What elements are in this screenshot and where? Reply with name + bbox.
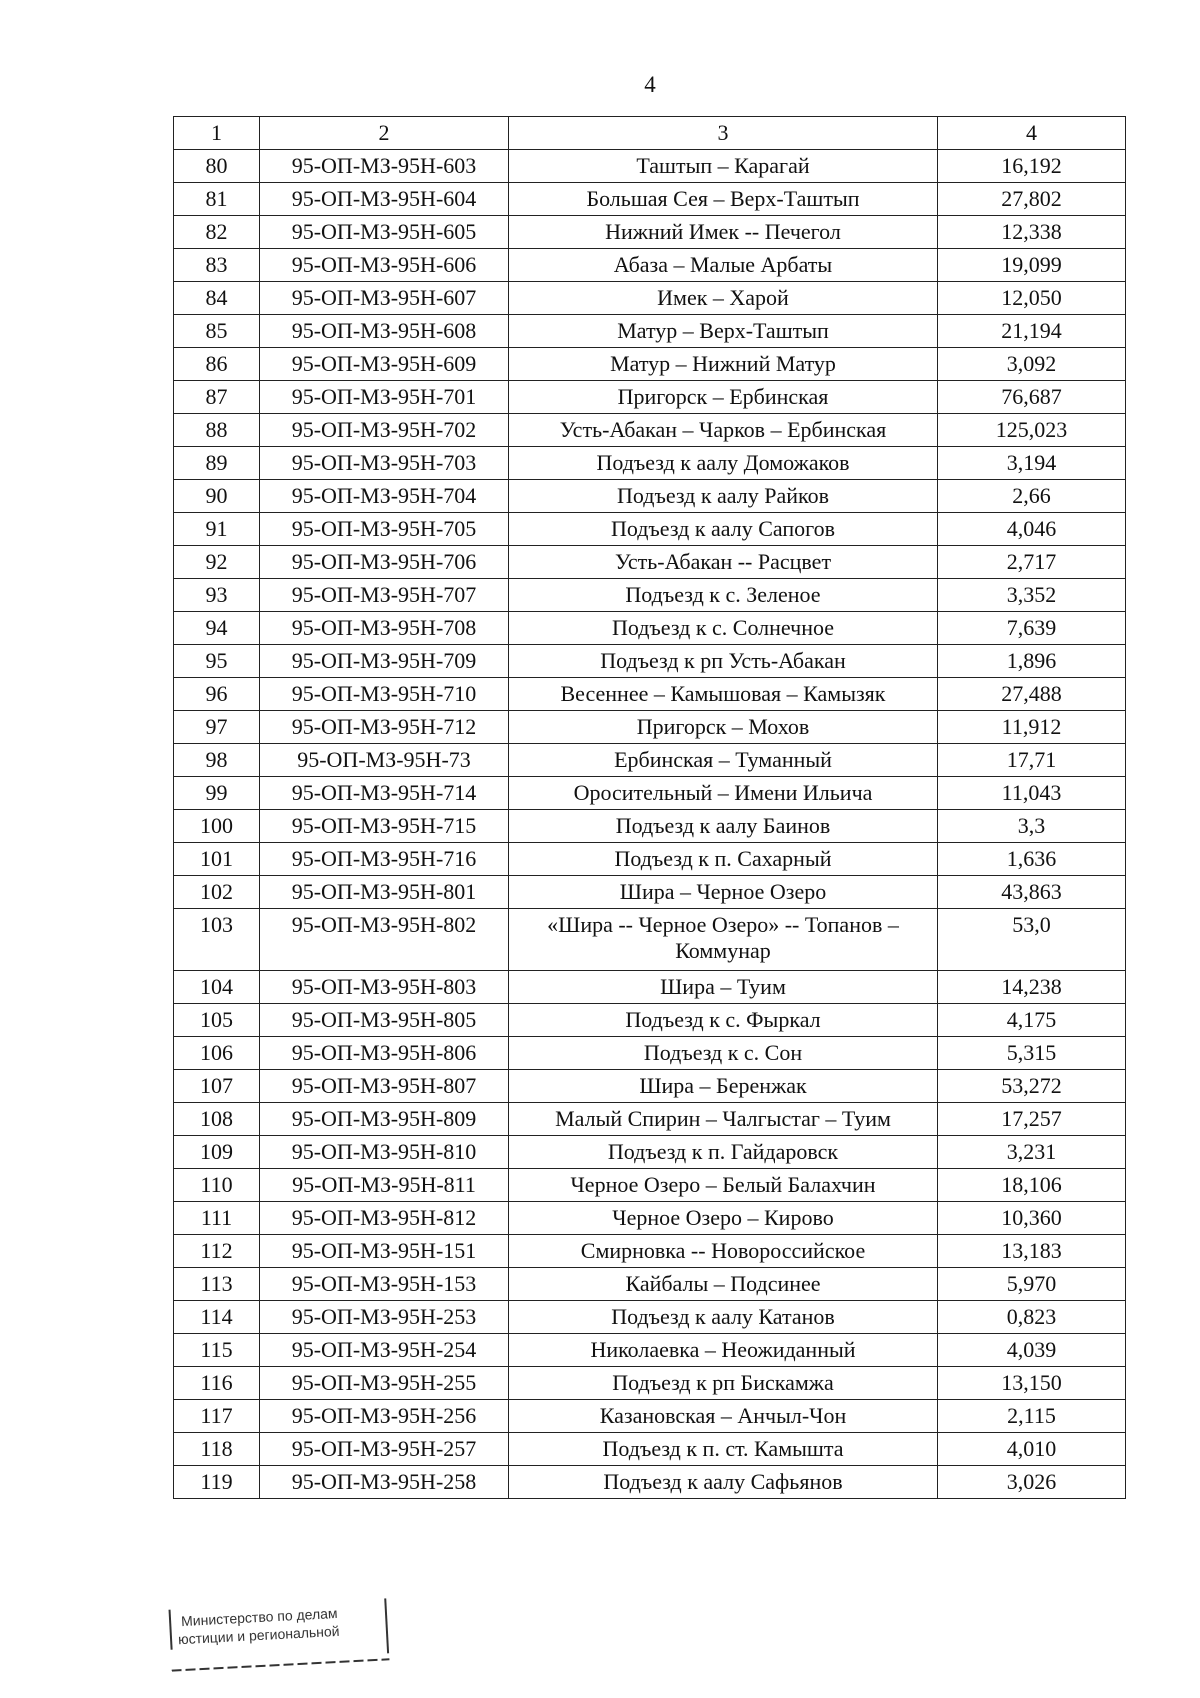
row-number-cell: 81 <box>174 183 260 216</box>
road-length-cell: 3,352 <box>938 579 1126 612</box>
row-number-cell: 86 <box>174 348 260 381</box>
road-length-cell: 7,639 <box>938 612 1126 645</box>
road-length-cell: 4,046 <box>938 513 1126 546</box>
road-length-cell: 11,043 <box>938 777 1126 810</box>
road-code-cell: 95-ОП-МЗ-95Н-256 <box>260 1400 509 1433</box>
road-length-cell: 27,802 <box>938 183 1126 216</box>
row-number-cell: 94 <box>174 612 260 645</box>
road-name-cell: Казановская – Анчыл-Чон <box>509 1400 938 1433</box>
stamp-border-left <box>169 1610 173 1650</box>
row-number-cell: 102 <box>174 876 260 909</box>
header-col-2: 2 <box>260 117 509 150</box>
road-code-cell: 95-ОП-МЗ-95Н-604 <box>260 183 509 216</box>
road-code-cell: 95-ОП-МЗ-95Н-714 <box>260 777 509 810</box>
road-code-cell: 95-ОП-МЗ-95Н-606 <box>260 249 509 282</box>
road-length-cell: 2,717 <box>938 546 1126 579</box>
road-length-cell: 18,106 <box>938 1169 1126 1202</box>
road-name-cell: Подъезд к аалу Баинов <box>509 810 938 843</box>
road-code-cell: 95-ОП-МЗ-95Н-811 <box>260 1169 509 1202</box>
row-number-cell: 98 <box>174 744 260 777</box>
table-row <box>174 909 1126 971</box>
table-row <box>174 513 1126 546</box>
road-name-cell: Малый Спирин – Чалгыстаг – Туим <box>509 1103 938 1136</box>
stamp-border-right <box>384 1598 389 1653</box>
road-length-cell: 10,360 <box>938 1202 1126 1235</box>
road-name-cell: Подъезд к аалу Сафьянов <box>509 1466 938 1499</box>
road-name-cell: Подъезд к п. Сахарный <box>509 843 938 876</box>
row-number-cell: 104 <box>174 971 260 1004</box>
row-number-cell: 113 <box>174 1268 260 1301</box>
roads-table <box>173 116 1126 1499</box>
road-code-cell: 95-ОП-МЗ-95Н-707 <box>260 579 509 612</box>
road-code-cell: 95-ОП-МЗ-95Н-807 <box>260 1070 509 1103</box>
row-number-cell: 110 <box>174 1169 260 1202</box>
table-row <box>174 1202 1126 1235</box>
road-length-cell: 17,257 <box>938 1103 1126 1136</box>
road-code-cell: 95-ОП-МЗ-95Н-258 <box>260 1466 509 1499</box>
table-body <box>174 150 1126 1499</box>
road-name-cell: Большая Сея – Верх-Таштып <box>509 183 938 216</box>
table-row <box>174 183 1126 216</box>
table-row <box>174 282 1126 315</box>
row-number-cell: 119 <box>174 1466 260 1499</box>
road-code-cell: 95-ОП-МЗ-95Н-812 <box>260 1202 509 1235</box>
road-name-cell: Шира – Беренжак <box>509 1070 938 1103</box>
road-name-cell: Николаевка – Неожиданный <box>509 1334 938 1367</box>
road-length-cell: 12,050 <box>938 282 1126 315</box>
row-number-cell: 109 <box>174 1136 260 1169</box>
row-number-cell: 83 <box>174 249 260 282</box>
road-name-cell: Таштып – Карагай <box>509 150 938 183</box>
header-col-4: 4 <box>938 117 1126 150</box>
road-code-cell: 95-ОП-МЗ-95Н-810 <box>260 1136 509 1169</box>
road-length-cell: 3,194 <box>938 447 1126 480</box>
row-number-cell: 115 <box>174 1334 260 1367</box>
road-name-cell: Подъезд к п. ст. Камышта <box>509 1433 938 1466</box>
stamp-border-bottom <box>172 1658 390 1671</box>
road-code-cell: 95-ОП-МЗ-95Н-709 <box>260 645 509 678</box>
row-number-cell: 84 <box>174 282 260 315</box>
road-name-cell: Подъезд к с. Сон <box>509 1037 938 1070</box>
table-row <box>174 876 1126 909</box>
road-name-cell: Подъезд к аалу Сапогов <box>509 513 938 546</box>
road-length-cell: 16,192 <box>938 150 1126 183</box>
road-code-cell: 95-ОП-МЗ-95Н-704 <box>260 480 509 513</box>
road-length-cell: 5,315 <box>938 1037 1126 1070</box>
road-name-cell: Подъезд к с. Фыркал <box>509 1004 938 1037</box>
road-length-cell: 4,175 <box>938 1004 1126 1037</box>
table-row <box>174 1466 1126 1499</box>
table-row <box>174 1037 1126 1070</box>
road-name-cell: Оросительный – Имени Ильича <box>509 777 938 810</box>
table-header-row <box>174 117 1126 150</box>
road-name-cell: Подъезд к п. Гайдаровск <box>509 1136 938 1169</box>
table-row <box>174 777 1126 810</box>
road-code-cell: 95-ОП-МЗ-95Н-801 <box>260 876 509 909</box>
row-number-cell: 90 <box>174 480 260 513</box>
road-name-cell: Матур – Верх-Таштып <box>509 315 938 348</box>
road-length-cell: 11,912 <box>938 711 1126 744</box>
row-number-cell: 101 <box>174 843 260 876</box>
row-number-cell: 114 <box>174 1301 260 1334</box>
row-number-cell: 93 <box>174 579 260 612</box>
row-number-cell: 92 <box>174 546 260 579</box>
road-code-cell: 95-ОП-МЗ-95Н-712 <box>260 711 509 744</box>
road-name-cell: Подъезд к аалу Райков <box>509 480 938 513</box>
road-code-cell: 95-ОП-МЗ-95Н-802 <box>260 909 509 971</box>
road-name-cell: Пригорск – Ербинская <box>509 381 938 414</box>
table-row <box>174 1136 1126 1169</box>
road-length-cell: 13,150 <box>938 1367 1126 1400</box>
road-name-cell: Подъезд к рп Бискамжа <box>509 1367 938 1400</box>
road-length-cell: 14,238 <box>938 971 1126 1004</box>
road-length-cell: 1,896 <box>938 645 1126 678</box>
table-row <box>174 971 1126 1004</box>
road-code-cell: 95-ОП-МЗ-95Н-705 <box>260 513 509 546</box>
road-length-cell: 76,687 <box>938 381 1126 414</box>
row-number-cell: 97 <box>174 711 260 744</box>
road-name-cell: Подъезд к рп Усть-Абакан <box>509 645 938 678</box>
road-code-cell: 95-ОП-МЗ-95Н-702 <box>260 414 509 447</box>
road-code-cell: 95-ОП-МЗ-95Н-809 <box>260 1103 509 1136</box>
road-length-cell: 4,010 <box>938 1433 1126 1466</box>
road-name-cell: Ербинская – Туманный <box>509 744 938 777</box>
row-number-cell: 103 <box>174 909 260 971</box>
road-name-cell: Весеннее – Камышовая – Камызяк <box>509 678 938 711</box>
table-row <box>174 1070 1126 1103</box>
table-row <box>174 1169 1126 1202</box>
road-length-cell: 4,039 <box>938 1334 1126 1367</box>
road-name-cell: Шира – Черное Озеро <box>509 876 938 909</box>
row-number-cell: 85 <box>174 315 260 348</box>
table-row <box>174 1004 1126 1037</box>
table-row <box>174 249 1126 282</box>
road-name-cell: Подъезд к с. Зеленое <box>509 579 938 612</box>
table-row <box>174 1400 1126 1433</box>
stamp-line-1: Министерство по делам <box>180 1604 338 1630</box>
road-name-cell: Черное Озеро – Кирово <box>509 1202 938 1235</box>
road-length-cell: 27,488 <box>938 678 1126 711</box>
road-length-cell: 125,023 <box>938 414 1126 447</box>
ministry-stamp <box>169 1598 390 1671</box>
table-row <box>174 678 1126 711</box>
stamp-line-2: юстиции и региональной <box>177 1622 340 1648</box>
table-row <box>174 216 1126 249</box>
row-number-cell: 108 <box>174 1103 260 1136</box>
road-name-cell: Подъезд к аалу Катанов <box>509 1301 938 1334</box>
row-number-cell: 95 <box>174 645 260 678</box>
road-length-cell: 3,092 <box>938 348 1126 381</box>
row-number-cell: 80 <box>174 150 260 183</box>
table-row <box>174 150 1126 183</box>
row-number-cell: 88 <box>174 414 260 447</box>
table-row <box>174 480 1126 513</box>
road-length-cell: 53,272 <box>938 1070 1126 1103</box>
table-row <box>174 348 1126 381</box>
table-row <box>174 744 1126 777</box>
road-length-cell: 0,823 <box>938 1301 1126 1334</box>
road-code-cell: 95-ОП-МЗ-95Н-153 <box>260 1268 509 1301</box>
table-row <box>174 612 1126 645</box>
road-code-cell: 95-ОП-МЗ-95Н-708 <box>260 612 509 645</box>
road-length-cell: 17,71 <box>938 744 1126 777</box>
road-length-cell: 21,194 <box>938 315 1126 348</box>
road-name-cell: Матур – Нижний Матур <box>509 348 938 381</box>
road-code-cell: 95-ОП-МЗ-95Н-609 <box>260 348 509 381</box>
road-name-cell: Смирновка -- Новороссийское <box>509 1235 938 1268</box>
table-row <box>174 1433 1126 1466</box>
table-row <box>174 1301 1126 1334</box>
row-number-cell: 99 <box>174 777 260 810</box>
row-number-cell: 96 <box>174 678 260 711</box>
road-code-cell: 95-ОП-МЗ-95Н-706 <box>260 546 509 579</box>
page-number: 4 <box>644 72 656 97</box>
road-code-cell: 95-ОП-МЗ-95Н-710 <box>260 678 509 711</box>
table-row <box>174 843 1126 876</box>
table-row <box>174 579 1126 612</box>
row-number-cell: 91 <box>174 513 260 546</box>
road-name-cell: Кайбалы – Подсинее <box>509 1268 938 1301</box>
road-code-cell: 95-ОП-МЗ-95Н-255 <box>260 1367 509 1400</box>
table-row <box>174 1367 1126 1400</box>
table-row <box>174 810 1126 843</box>
road-code-cell: 95-ОП-МЗ-95Н-151 <box>260 1235 509 1268</box>
road-length-cell: 3,231 <box>938 1136 1126 1169</box>
road-code-cell: 95-ОП-МЗ-95Н-253 <box>260 1301 509 1334</box>
header-col-3: 3 <box>509 117 938 150</box>
table-row <box>174 711 1126 744</box>
road-code-cell: 95-ОП-МЗ-95Н-716 <box>260 843 509 876</box>
road-code-cell: 95-ОП-МЗ-95Н-803 <box>260 971 509 1004</box>
road-length-cell: 43,863 <box>938 876 1126 909</box>
road-length-cell: 53,0 <box>938 909 1126 971</box>
road-length-cell: 2,115 <box>938 1400 1126 1433</box>
road-code-cell: 95-ОП-МЗ-95Н-806 <box>260 1037 509 1070</box>
table-row <box>174 315 1126 348</box>
table-row <box>174 1103 1126 1136</box>
road-code-cell: 95-ОП-МЗ-95Н-254 <box>260 1334 509 1367</box>
road-code-cell: 95-ОП-МЗ-95Н-605 <box>260 216 509 249</box>
road-length-cell: 3,3 <box>938 810 1126 843</box>
table-row <box>174 381 1126 414</box>
road-length-cell: 13,183 <box>938 1235 1126 1268</box>
road-code-cell: 95-ОП-МЗ-95Н-805 <box>260 1004 509 1037</box>
road-name-cell: Абаза – Малые Арбаты <box>509 249 938 282</box>
road-name-cell: Подъезд к с. Солнечное <box>509 612 938 645</box>
table-row <box>174 645 1126 678</box>
road-name-cell: Имек – Харой <box>509 282 938 315</box>
road-name-cell: Шира – Туим <box>509 971 938 1004</box>
road-code-cell: 95-ОП-МЗ-95Н-701 <box>260 381 509 414</box>
row-number-cell: 89 <box>174 447 260 480</box>
table-row <box>174 1268 1126 1301</box>
table-row <box>174 414 1126 447</box>
table-row <box>174 1334 1126 1367</box>
road-length-cell: 12,338 <box>938 216 1126 249</box>
row-number-cell: 100 <box>174 810 260 843</box>
road-name-cell: Пригорск – Мохов <box>509 711 938 744</box>
road-code-cell: 95-ОП-МЗ-95Н-257 <box>260 1433 509 1466</box>
table-row <box>174 1235 1126 1268</box>
road-code-cell: 95-ОП-МЗ-95Н-73 <box>260 744 509 777</box>
road-length-cell: 19,099 <box>938 249 1126 282</box>
row-number-cell: 118 <box>174 1433 260 1466</box>
road-code-cell: 95-ОП-МЗ-95Н-703 <box>260 447 509 480</box>
road-length-cell: 5,970 <box>938 1268 1126 1301</box>
row-number-cell: 107 <box>174 1070 260 1103</box>
road-code-cell: 95-ОП-МЗ-95Н-715 <box>260 810 509 843</box>
road-code-cell: 95-ОП-МЗ-95Н-607 <box>260 282 509 315</box>
row-number-cell: 111 <box>174 1202 260 1235</box>
row-number-cell: 116 <box>174 1367 260 1400</box>
road-name-cell: Усть-Абакан – Чарков – Ербинская <box>509 414 938 447</box>
table-row <box>174 546 1126 579</box>
row-number-cell: 106 <box>174 1037 260 1070</box>
row-number-cell: 112 <box>174 1235 260 1268</box>
row-number-cell: 105 <box>174 1004 260 1037</box>
road-length-cell: 2,66 <box>938 480 1126 513</box>
road-name-cell: «Шира -- Черное Озеро» -- Топанов – Коммунар <box>509 909 938 971</box>
road-code-cell: 95-ОП-МЗ-95Н-603 <box>260 150 509 183</box>
row-number-cell: 87 <box>174 381 260 414</box>
table-row <box>174 447 1126 480</box>
row-number-cell: 117 <box>174 1400 260 1433</box>
road-name-cell: Черное Озеро – Белый Балахчин <box>509 1169 938 1202</box>
header-col-1: 1 <box>174 117 260 150</box>
row-number-cell: 82 <box>174 216 260 249</box>
road-name-cell: Подъезд к аалу Доможаков <box>509 447 938 480</box>
road-length-cell: 1,636 <box>938 843 1126 876</box>
road-code-cell: 95-ОП-МЗ-95Н-608 <box>260 315 509 348</box>
road-length-cell: 3,026 <box>938 1466 1126 1499</box>
road-name-cell: Усть-Абакан -- Расцвет <box>509 546 938 579</box>
road-name-cell: Нижний Имек -- Печегол <box>509 216 938 249</box>
